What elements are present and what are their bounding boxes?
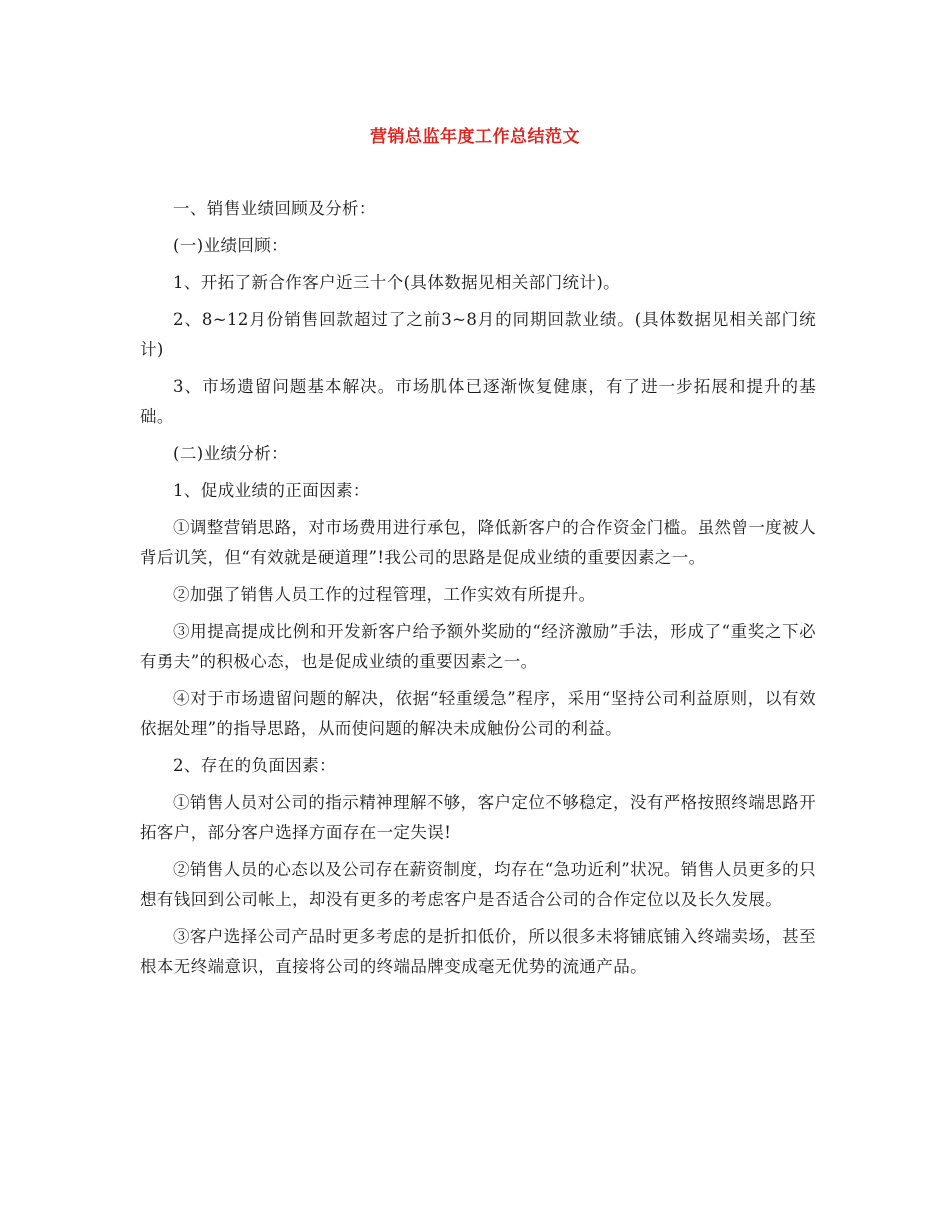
document-title: 营销总监年度工作总结范文	[370, 127, 580, 147]
paragraph: ①销售人员对公司的指示精神理解不够，客户定位不够稳定，没有严格按照终端思路开拓客户，部分客户选择方面存在一定失误!	[140, 793, 816, 842]
paragraph: 2、8~12月份销售回款超过了之前3~8月的同期回款业绩。(具体数据见相关部门统计)	[140, 310, 816, 359]
paragraph: 3、市场遗留问题基本解决。市场肌体已逐渐恢复健康，有了进一步拓展和提升的基础。	[140, 377, 816, 426]
paragraph: ③用提高提成比例和开发新客户给予额外奖励的“经济激励”手法，形成了“重奖之下必有勇夫”的积极心态，也是促成业绩的重要因素之一。	[140, 622, 816, 671]
paragraph: 2、存在的负面因素：	[173, 756, 336, 775]
paragraph: ④对于市场遗留问题的解决，依据“轻重缓急”程序，采用“坚持公司利益原则，以有效依据处理”的指导思路，从而使问题的解决未成触份公司的利益。	[140, 689, 816, 738]
subsection-heading: (一)业绩回顾：	[173, 236, 289, 255]
paragraph: 1、促成业绩的正面因素：	[173, 481, 370, 500]
section-heading: 一、销售业绩回顾及分析：	[173, 199, 376, 218]
paragraph: 1、开拓了新合作客户近三十个(具体数据见相关部门统计)。	[173, 273, 621, 292]
subsection-heading: (二)业绩分析：	[173, 444, 289, 463]
paragraph: ①调整营销思路，对市场费用进行承包，降低新客户的合作资金门槛。虽然曾一度被人背后讥笑，但“有效就是硬道理”!我公司的思路是促成业绩的重要因素之一。	[140, 518, 816, 567]
paragraph: ②销售人员的心态以及公司存在薪资制度，均存在“急功近利”状况。销售人员更多的只想有钱回到公司帐上，却没有更多的考虑客户是否适合公司的合作定位以及长久发展。	[140, 860, 816, 909]
paragraph: ③客户选择公司产品时更多考虑的是折扣低价，所以很多未将铺底铺入终端卖场，甚至根本无终端意识，直接将公司的终端品牌变成毫无优势的流通产品。	[140, 927, 816, 976]
paragraph: ②加强了销售人员工作的过程管理，工作实效有所提升。	[173, 585, 596, 604]
document-body	[140, 194, 816, 989]
